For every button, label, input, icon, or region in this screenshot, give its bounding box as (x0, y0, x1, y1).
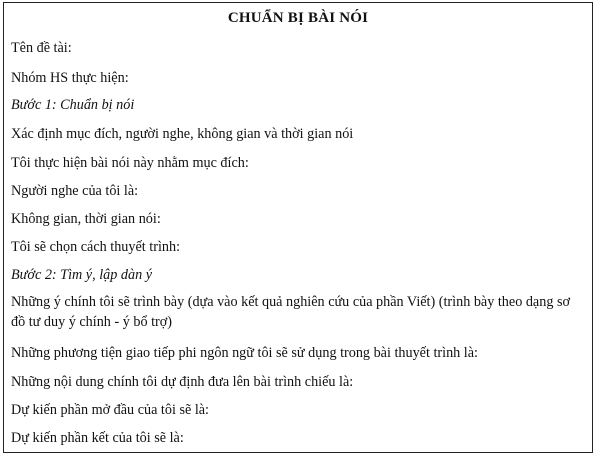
document-title: CHUẨN BỊ BÀI NÓI (227, 10, 369, 26)
step-2-heading: Bước 2: Tìm ý, lập dàn ý (11, 267, 153, 283)
slide-content-line: Những nội dung chính tôi dự định đưa lên bài trình chiếu là: (11, 374, 354, 390)
group-line: Nhóm HS thực hiện: (11, 70, 129, 86)
document-frame (3, 2, 593, 453)
audience-line: Người nghe của tôi là: (11, 183, 139, 199)
topic-line: Tên đề tài: (11, 40, 72, 56)
opening-line: Dự kiến phần mở đầu của tôi sẽ là: (11, 402, 210, 418)
space-time-line: Không gian, thời gian nói: (11, 211, 161, 227)
nonverbal-line: Những phương tiện giao tiếp phi ngôn ngữ tôi sẽ sử dụng trong bài thuyết trình là: (11, 345, 478, 361)
main-ideas-line: Những ý chính tôi sẽ trình bày (dựa vào kết quả nghiên cứu của phần Viết) (trình bày theo dạng sơ đồ tư duy ý chính - ý bổ trợ) (11, 294, 570, 330)
closing-line: Dự kiến phần kết của tôi sẽ là: (11, 430, 184, 446)
purpose-line: Tôi thực hiện bài nói này nhằm mục đích: (11, 155, 249, 171)
purpose-audience-line: Xác định mục đích, người nghe, không gian và thời gian nói (11, 126, 354, 142)
presentation-method-line: Tôi sẽ chọn cách thuyết trình: (11, 239, 181, 255)
step-1-heading: Bước 1: Chuẩn bị nói (11, 97, 135, 113)
